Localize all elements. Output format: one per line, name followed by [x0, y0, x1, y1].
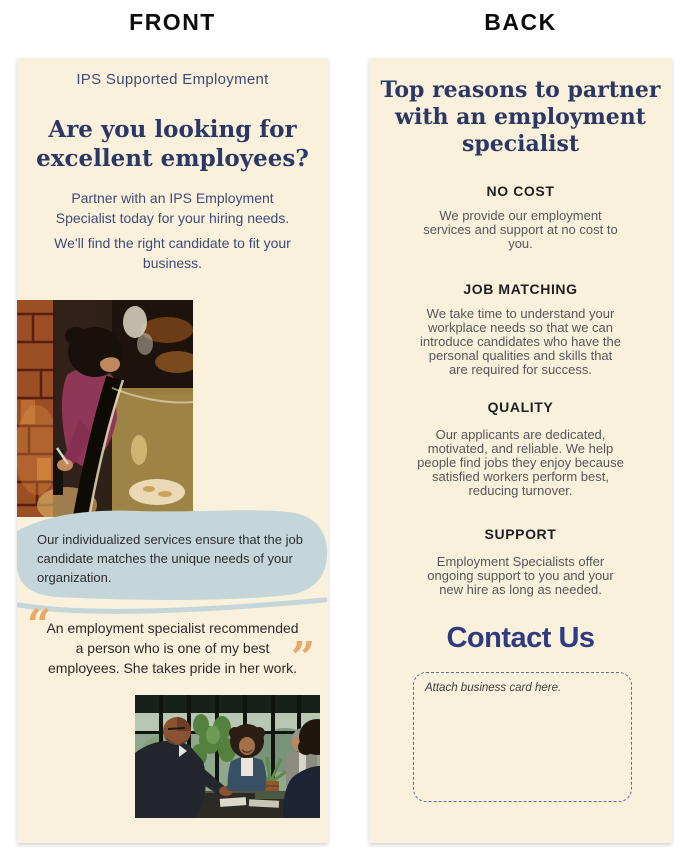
- business-card-placeholder-label: Attach business card here.: [425, 682, 562, 694]
- testimonial-quote: [35, 618, 310, 678]
- open-quote-icon: “: [27, 600, 52, 649]
- back-headline-line2: with an employment: [395, 104, 646, 130]
- front-headline-line1: Are you looking for: [48, 116, 297, 143]
- section-title-quality: QUALITY: [487, 399, 554, 415]
- contact-us-heading: Contact Us: [446, 622, 595, 654]
- section-title-job-matching: JOB MATCHING: [463, 281, 578, 297]
- front-headline: [17, 115, 328, 173]
- front-flyer-panel: [17, 58, 328, 843]
- section-body-quality: Our applicants are dedicated, motivated, and reliable. We help people find jobs they enjoy because satisfied workers perform best, reducing turnover.: [417, 427, 624, 498]
- close-quote-icon: ”: [291, 633, 316, 682]
- back-headline: [369, 77, 672, 158]
- section-title-support: SUPPORT: [484, 526, 557, 542]
- quote-line3: employees. She takes pride in her work.: [47, 660, 297, 676]
- back-page-label: BACK: [484, 9, 557, 35]
- section-body-support: Employment Specialists offer ongoing support to you and your new hire as long as needed.: [427, 554, 614, 597]
- blob-message: Our individualized services ensure that the job candidate matches the unique needs of your organization.: [37, 532, 303, 585]
- section-title-no-cost: NO COST: [486, 183, 555, 199]
- barista-photo: [17, 300, 193, 517]
- back-headline-line3: specialist: [461, 131, 580, 157]
- section-body-no-cost: We provide our employment services and support at no cost to you.: [423, 208, 618, 251]
- front-paragraph-2: We'll find the right candidate to fit your business.: [54, 235, 291, 271]
- quote-line2: a person who is one of my best: [75, 640, 270, 656]
- front-paragraph-1: Partner with an IPS Employment Specialist today for your hiring needs.: [55, 190, 290, 226]
- front-headline-line2: excellent employees?: [36, 145, 309, 172]
- quote-line1: An employment specialist recommended: [46, 620, 299, 636]
- business-card-placeholder-box: [413, 672, 632, 802]
- business-meeting-photo: [135, 695, 320, 818]
- brand-title: IPS Supported Employment: [76, 71, 269, 88]
- back-flyer-panel: [369, 58, 672, 843]
- section-body-job-matching: We take time to understand your workplace needs so that we can introduce candidates who have the personal qualities and skills that are required for success.: [420, 306, 621, 377]
- front-page-label: FRONT: [129, 9, 216, 35]
- back-headline-line1: Top reasons to partner: [380, 77, 661, 103]
